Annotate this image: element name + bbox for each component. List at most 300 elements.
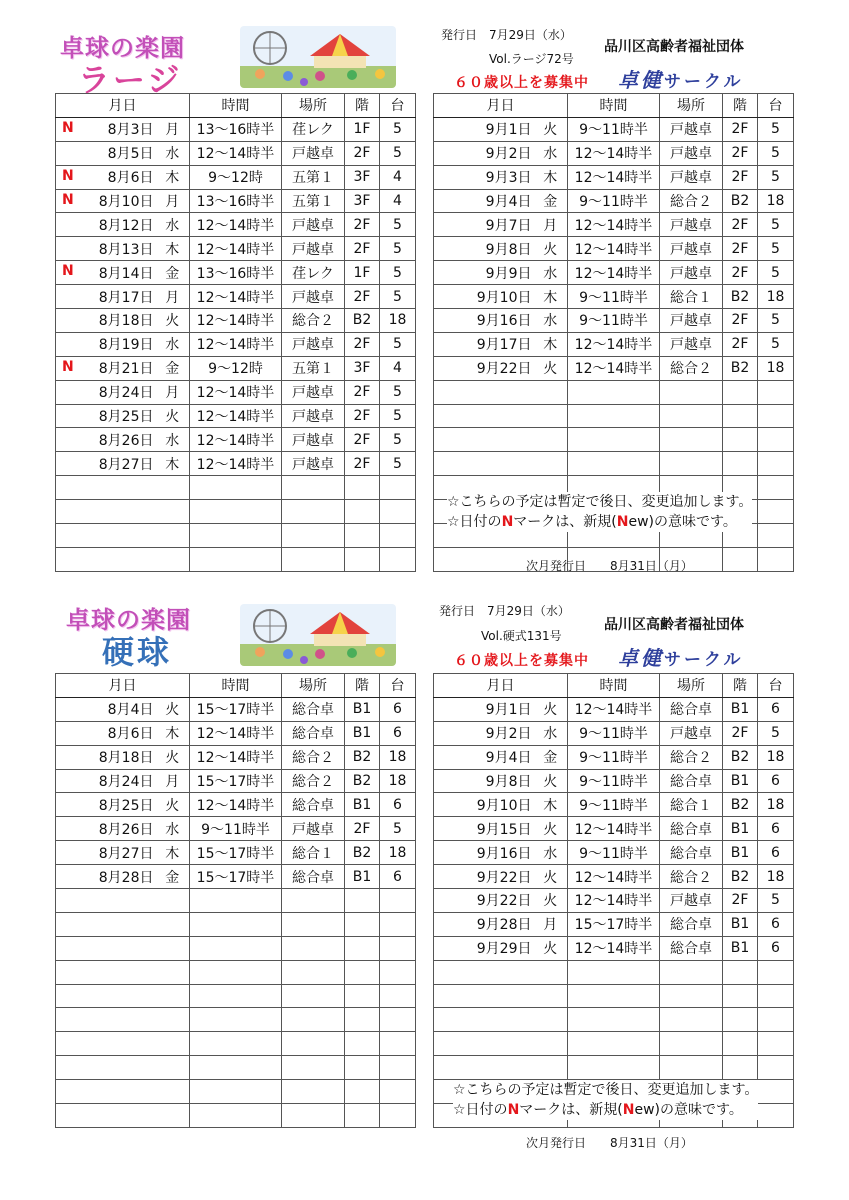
cell-date [56,1056,156,1080]
col-tables-header: 台 [380,94,416,118]
cell-place: 戸越卓 [282,213,345,237]
cell-date: 9月10日 [434,285,534,309]
cell-weekday: 水 [534,841,568,865]
cell-date: 8月19日 [56,332,156,356]
cell-time: 9～11時半 [568,721,660,745]
cell-place: 総合卓 [282,865,345,889]
cell-tables [758,500,794,524]
cell-date [56,1080,156,1104]
cell-tables [758,380,794,404]
cell-date: 8月26日 [56,428,156,452]
cell-date [56,984,156,1008]
cell-place: 戸越卓 [660,332,723,356]
cell-place: 戸越卓 [660,141,723,165]
cell-weekday [534,404,568,428]
cell-floor: B2 [345,309,380,333]
cell-date: 8月25日 [56,793,156,817]
cell-date: 9月16日 [434,841,534,865]
cell-floor: 2F [345,817,380,841]
cell-tables [380,547,416,571]
circle-logo: 卓健サークル [618,646,744,670]
cell-time: 12～14時半 [190,332,282,356]
recruit-notice: ６０歳以上を募集中 [454,75,589,91]
table-row [434,912,794,936]
cell-time: 13～16時半 [190,117,282,141]
cell-weekday [156,984,190,1008]
cell-floor: 2F [345,285,380,309]
issue-date: 発行日 7月29日（水） [439,604,570,618]
cell-place: 戸越卓 [282,285,345,309]
cell-weekday: 火 [156,745,190,769]
table-row [434,721,794,745]
cell-weekday: 木 [156,452,190,476]
cell-date-text: 8月10日 [98,194,154,210]
cell-tables: 5 [380,117,416,141]
cell-weekday: 月 [156,285,190,309]
cell-place: 戸越卓 [660,117,723,141]
table-row [434,452,794,476]
cell-weekday [156,1104,190,1128]
cell-weekday [156,476,190,500]
table-row [434,841,794,865]
next-issue-date: 次月発行日 8月31日（月） [526,1136,693,1150]
cell-tables: 5 [758,117,794,141]
schedule-notes: ☆こちらの予定は暫定で後日、変更追加します。 ☆日付のNマークは、新規(New)の意味です。 [447,494,753,530]
col-floor-header: 階 [345,94,380,118]
cell-floor: 2F [723,309,758,333]
col-tables-header: 台 [758,674,794,698]
cell-date: 8月26日 [56,817,156,841]
new-mark: N [62,358,74,375]
cell-weekday: 木 [534,793,568,817]
cell-date: 8月28日 [56,865,156,889]
table-row [56,769,416,793]
cell-place: 荏レク [282,117,345,141]
cell-place: 総合卓 [660,769,723,793]
cell-tables: 6 [380,865,416,889]
cell-weekday [534,380,568,404]
cell-date [434,1008,534,1032]
cell-date: 8月4日 [56,697,156,721]
cell-tables: 5 [380,380,416,404]
table-row [434,1008,794,1032]
cell-floor [345,889,380,913]
cell-weekday [156,1008,190,1032]
cell-place [660,1056,723,1080]
cell-place: 総合卓 [282,721,345,745]
cell-time [190,984,282,1008]
cell-date [56,500,156,524]
table-row [56,356,416,380]
cell-place: 戸越卓 [660,889,723,913]
cell-time: 12～14時半 [568,332,660,356]
cell-floor [723,380,758,404]
cell-floor: B2 [345,841,380,865]
cell-date [56,1032,156,1056]
new-mark: N [62,119,74,136]
cell-date [56,912,156,936]
cell-tables: 18 [758,356,794,380]
cell-weekday: 木 [156,721,190,745]
cell-place [282,524,345,548]
cell-time [190,500,282,524]
cell-weekday: 月 [534,912,568,936]
table-row [434,697,794,721]
cell-tables: 6 [758,769,794,793]
col-tables-header: 台 [758,94,794,118]
new-mark: N [62,263,74,280]
cell-time: 12～14時半 [568,865,660,889]
cell-weekday [156,960,190,984]
organization-name: 品川区高齢者福祉団体 [604,39,744,55]
cell-floor: B2 [723,189,758,213]
cell-date [434,380,534,404]
cell-floor: B1 [345,697,380,721]
cell-weekday: 火 [156,793,190,817]
cell-floor: B1 [723,697,758,721]
cell-tables: 4 [380,165,416,189]
table-row [56,332,416,356]
schedule-table-september-hard [433,673,794,1128]
cell-tables: 5 [380,261,416,285]
table-row [434,404,794,428]
table-row [56,912,416,936]
col-floor-header: 階 [723,674,758,698]
cell-weekday: 火 [534,117,568,141]
table-row [56,165,416,189]
cell-floor: 2F [345,213,380,237]
amusement-park-illustration [240,26,396,88]
table-row [434,261,794,285]
cell-time: 12～14時半 [568,165,660,189]
cell-floor [723,547,758,571]
table-row [56,141,416,165]
cell-weekday [156,500,190,524]
cell-floor: B1 [723,817,758,841]
cell-weekday [156,889,190,913]
table-row [434,141,794,165]
cell-date-text: 8月14日 [98,265,154,282]
cell-place [660,960,723,984]
cell-weekday [534,1056,568,1080]
table-row [434,960,794,984]
cell-weekday: 木 [156,237,190,261]
col-place-header: 場所 [660,94,723,118]
cell-weekday: 木 [156,165,190,189]
table-row [434,769,794,793]
cell-floor: 2F [723,117,758,141]
cell-weekday [156,936,190,960]
cell-date: 8月12日 [56,213,156,237]
cell-time [568,452,660,476]
cell-floor: B2 [345,769,380,793]
cell-floor [345,1080,380,1104]
cell-tables: 4 [380,189,416,213]
cell-weekday: 火 [534,889,568,913]
cell-time [568,1032,660,1056]
cell-tables [758,1056,794,1080]
col-date-header: 月日 [56,674,190,698]
cell-tables: 18 [758,189,794,213]
cell-time [190,1008,282,1032]
cell-tables: 5 [380,213,416,237]
logo-large: 卓球の楽園 ラージ [60,34,185,99]
table-row [434,237,794,261]
cell-place [660,984,723,1008]
cell-place [660,380,723,404]
cell-place [282,984,345,1008]
cell-weekday: 月 [156,380,190,404]
cell-tables: 18 [380,841,416,865]
table-row [56,745,416,769]
cell-time: 12～14時半 [190,793,282,817]
cell-time: 9～11時半 [568,189,660,213]
cell-place: 戸越卓 [660,261,723,285]
cell-floor [345,912,380,936]
cell-time: 9～12時 [190,165,282,189]
cell-tables: 6 [380,721,416,745]
table-row [56,936,416,960]
cell-place: 総合２ [660,745,723,769]
cell-floor: B2 [723,356,758,380]
cell-time: 12～14時半 [190,285,282,309]
cell-tables [380,912,416,936]
cell-weekday [534,1032,568,1056]
cell-tables: 5 [758,141,794,165]
cell-weekday [534,428,568,452]
cell-place [660,452,723,476]
cell-floor: B2 [345,745,380,769]
cell-tables: 18 [380,769,416,793]
cell-weekday: 水 [156,213,190,237]
cell-weekday [156,912,190,936]
cell-date: 8月13日 [56,237,156,261]
cell-weekday: 火 [534,356,568,380]
cell-place [282,912,345,936]
col-date-header: 月日 [434,94,568,118]
table-row [56,865,416,889]
cell-tables: 18 [758,865,794,889]
table-row [434,356,794,380]
table-row [56,117,416,141]
cell-date: 9月8日 [434,237,534,261]
cell-place: 総合卓 [282,697,345,721]
cell-time: 12～14時半 [190,141,282,165]
cell-place: 戸越卓 [282,817,345,841]
cell-place: 総合卓 [660,817,723,841]
cell-date-text: 8月21日 [98,361,154,378]
cell-place: 戸越卓 [282,332,345,356]
cell-date [56,1104,156,1128]
cell-floor: 3F [345,165,380,189]
cell-floor: 2F [723,165,758,189]
cell-floor: B1 [723,912,758,936]
cell-floor: B2 [723,793,758,817]
table-row [56,841,416,865]
cell-tables: 5 [758,309,794,333]
cell-weekday: 木 [534,285,568,309]
table-row [56,793,416,817]
cell-tables [380,1080,416,1104]
cell-tables: 5 [758,332,794,356]
cell-time: 9～11時半 [568,285,660,309]
cell-date [434,1056,534,1080]
cell-floor: 2F [345,452,380,476]
cell-weekday: 火 [156,404,190,428]
table-row [434,165,794,189]
cell-weekday: 火 [534,865,568,889]
cell-time: 9～11時半 [568,117,660,141]
cell-place: 戸越卓 [282,380,345,404]
cell-date: 9月10日 [434,793,534,817]
cell-floor [345,984,380,1008]
cell-weekday: 火 [534,237,568,261]
cell-time [190,1056,282,1080]
cell-date: 8月27日 [56,841,156,865]
cell-tables [758,960,794,984]
cell-weekday [156,1080,190,1104]
cell-floor: 3F [345,189,380,213]
cell-place [660,428,723,452]
cell-tables: 4 [380,356,416,380]
cell-place: 総合２ [660,189,723,213]
cell-time: 9～11時半 [568,841,660,865]
cell-tables [758,452,794,476]
table-row [56,1104,416,1128]
cell-floor: 2F [723,721,758,745]
cell-place [282,1008,345,1032]
cell-time: 15～17時半 [190,865,282,889]
cell-place: 総合卓 [660,841,723,865]
cell-tables [380,960,416,984]
cell-tables [758,404,794,428]
cell-tables: 5 [380,428,416,452]
new-mark: N [62,167,74,184]
cell-time: 15～17時半 [568,912,660,936]
cell-date [56,356,156,380]
cell-date [434,960,534,984]
table-row [434,936,794,960]
cell-date: 9月3日 [434,165,534,189]
cell-weekday: 金 [156,865,190,889]
cell-floor [723,1056,758,1080]
cell-floor: B1 [723,841,758,865]
cell-tables [758,1080,794,1104]
col-date-header: 月日 [56,94,190,118]
table-row [56,721,416,745]
cell-place: 五第１ [282,189,345,213]
table-row [56,1032,416,1056]
col-date-header: 月日 [434,674,568,698]
cell-tables [758,547,794,571]
cell-date: 8月18日 [56,745,156,769]
cell-floor [723,1008,758,1032]
table-row [434,745,794,769]
cell-tables: 6 [380,697,416,721]
cell-place: 総合２ [660,356,723,380]
cell-weekday [156,1032,190,1056]
cell-tables [758,984,794,1008]
cell-date [434,984,534,1008]
cell-place [282,936,345,960]
schedule-notes: ☆こちらの予定は暫定で後日、変更追加します。 ☆日付のNマークは、新規(New)の意味です。 [453,1082,759,1118]
cell-tables: 5 [758,213,794,237]
cell-floor [345,960,380,984]
cell-date: 8月25日 [56,404,156,428]
cell-tables: 6 [758,912,794,936]
table-row [56,524,416,548]
cell-time [568,1056,660,1080]
cell-weekday: 木 [534,165,568,189]
table-row [56,547,416,571]
cell-time [190,1080,282,1104]
cell-weekday: 水 [156,141,190,165]
table-row [434,380,794,404]
col-floor-header: 階 [345,674,380,698]
schedule-table-august-large [55,93,416,572]
cell-time: 12～14時半 [568,936,660,960]
cell-tables [758,476,794,500]
cell-tables [380,936,416,960]
cell-floor: 2F [345,237,380,261]
cell-tables: 18 [380,309,416,333]
cell-floor: B2 [723,285,758,309]
cell-time [568,984,660,1008]
cell-tables: 5 [758,721,794,745]
cell-tables: 6 [380,793,416,817]
cell-date [56,476,156,500]
cell-floor [345,1056,380,1080]
cell-weekday: 月 [156,189,190,213]
table-row [434,865,794,889]
cell-date [434,452,534,476]
cell-floor [345,1032,380,1056]
cell-floor [345,476,380,500]
cell-weekday: 水 [534,261,568,285]
col-time-header: 時間 [190,674,282,698]
cell-place [282,500,345,524]
cell-place: 五第１ [282,356,345,380]
cell-place [660,1008,723,1032]
col-place-header: 場所 [282,94,345,118]
cell-weekday [534,984,568,1008]
cell-floor [345,500,380,524]
carnival-image [240,26,396,88]
cell-place [282,547,345,571]
cell-time: 12～14時半 [190,213,282,237]
cell-date [56,165,156,189]
col-place-header: 場所 [282,674,345,698]
cell-floor: 2F [723,141,758,165]
cell-place [282,1104,345,1128]
schedule-table-august-hard [55,673,416,1128]
cell-floor: 2F [345,380,380,404]
cell-tables [758,524,794,548]
cell-time: 12～14時半 [190,428,282,452]
cell-place: 戸越卓 [660,309,723,333]
cell-weekday [534,960,568,984]
cell-tables [758,1032,794,1056]
logo-hard: 卓球の楽園 硬球 [66,606,191,671]
cell-tables [380,524,416,548]
cell-time: 9～11時半 [568,793,660,817]
cell-floor: B1 [345,865,380,889]
cell-tables [758,1008,794,1032]
cell-floor [723,984,758,1008]
cell-time [568,380,660,404]
cell-time: 12～14時半 [190,309,282,333]
cell-place [660,404,723,428]
